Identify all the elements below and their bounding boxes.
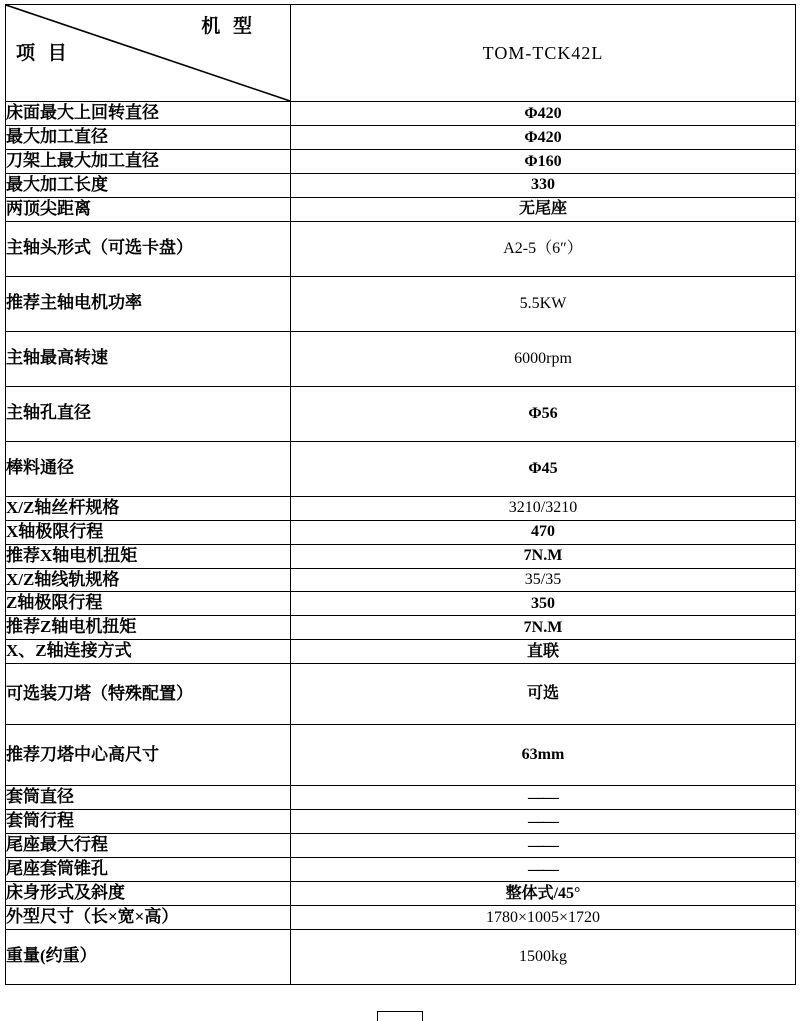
row-label: 可选装刀塔（特殊配置） (6, 664, 291, 725)
header-item-label: 项 目 (16, 43, 71, 64)
row-label: 最大加工直径 (6, 125, 291, 149)
row-label: 床面最大上回转直径 (6, 102, 291, 126)
table-row (6, 786, 796, 810)
row-label: 刀架上最大加工直径 (6, 149, 291, 173)
row-label: 重量(约重） (6, 929, 291, 984)
row-value: 7N.M (291, 544, 796, 568)
table-row (6, 221, 796, 276)
row-label: X/Z轴线轨规格 (6, 568, 291, 592)
row-value: 1780×1005×1720 (291, 905, 796, 929)
specification-table (5, 4, 796, 985)
row-label: 尾座套筒锥孔 (6, 858, 291, 882)
table-row (6, 520, 796, 544)
table-row (6, 331, 796, 386)
table-row (6, 858, 796, 882)
row-value: 3210/3210 (291, 496, 796, 520)
row-value: Φ420 (291, 125, 796, 149)
row-value: A2-5（6″） (291, 221, 796, 276)
row-label: Z轴极限行程 (6, 592, 291, 616)
row-label: X轴极限行程 (6, 520, 291, 544)
table-row (6, 544, 796, 568)
table-row (6, 664, 796, 725)
row-label: 两顶尖距离 (6, 197, 291, 221)
spec-sheet (0, 4, 800, 1021)
table-row (6, 173, 796, 197)
row-value: 470 (291, 520, 796, 544)
table-row (6, 616, 796, 640)
row-label: 推荐Z轴电机扭矩 (6, 616, 291, 640)
row-label: 外型尺寸（长×宽×高） (6, 905, 291, 929)
table-row (6, 640, 796, 664)
page-bottom-marker (377, 1011, 423, 1021)
table-row (6, 929, 796, 984)
row-value: 63mm (291, 725, 796, 786)
table-row (6, 882, 796, 906)
table-row (6, 725, 796, 786)
table-row (6, 905, 796, 929)
table-row (6, 102, 796, 126)
row-value: 可选 (291, 664, 796, 725)
row-value: 330 (291, 173, 796, 197)
row-value: Φ56 (291, 386, 796, 441)
row-value: —— (291, 858, 796, 882)
row-label: X、Z轴连接方式 (6, 640, 291, 664)
table-row (6, 496, 796, 520)
row-value: 6000rpm (291, 331, 796, 386)
table-row (6, 810, 796, 834)
row-label: 主轴孔直径 (6, 386, 291, 441)
row-value: 1500kg (291, 929, 796, 984)
row-value: Φ45 (291, 441, 796, 496)
table-row (6, 441, 796, 496)
row-value: 350 (291, 592, 796, 616)
row-value: —— (291, 810, 796, 834)
row-value: 35/35 (291, 568, 796, 592)
table-header-row (6, 5, 796, 102)
row-label: 推荐主轴电机功率 (6, 276, 291, 331)
row-label: 推荐X轴电机扭矩 (6, 544, 291, 568)
header-model-value: TOM-TCK42L (291, 5, 796, 102)
table-row (6, 386, 796, 441)
row-value: 整体式/45° (291, 882, 796, 906)
table-row (6, 125, 796, 149)
table-row (6, 276, 796, 331)
row-value: 直联 (291, 640, 796, 664)
row-label: X/Z轴丝杆规格 (6, 496, 291, 520)
row-label: 尾座最大行程 (6, 834, 291, 858)
table-row (6, 197, 796, 221)
row-value: Φ420 (291, 102, 796, 126)
table-row (6, 568, 796, 592)
row-label: 最大加工长度 (6, 173, 291, 197)
header-model-label: 机 型 (201, 16, 256, 37)
row-label: 推荐刀塔中心高尺寸 (6, 725, 291, 786)
row-value: —— (291, 786, 796, 810)
row-label: 主轴头形式（可选卡盘） (6, 221, 291, 276)
row-value: 7N.M (291, 616, 796, 640)
header-diagonal-cell (6, 5, 291, 102)
row-value: 无尾座 (291, 197, 796, 221)
row-label: 棒料通径 (6, 441, 291, 496)
row-label: 主轴最高转速 (6, 331, 291, 386)
table-row (6, 592, 796, 616)
row-label: 套筒直径 (6, 786, 291, 810)
row-label: 套筒行程 (6, 810, 291, 834)
table-row (6, 149, 796, 173)
row-label: 床身形式及斜度 (6, 882, 291, 906)
row-value: Φ160 (291, 149, 796, 173)
row-value: —— (291, 834, 796, 858)
row-value: 5.5KW (291, 276, 796, 331)
table-row (6, 834, 796, 858)
